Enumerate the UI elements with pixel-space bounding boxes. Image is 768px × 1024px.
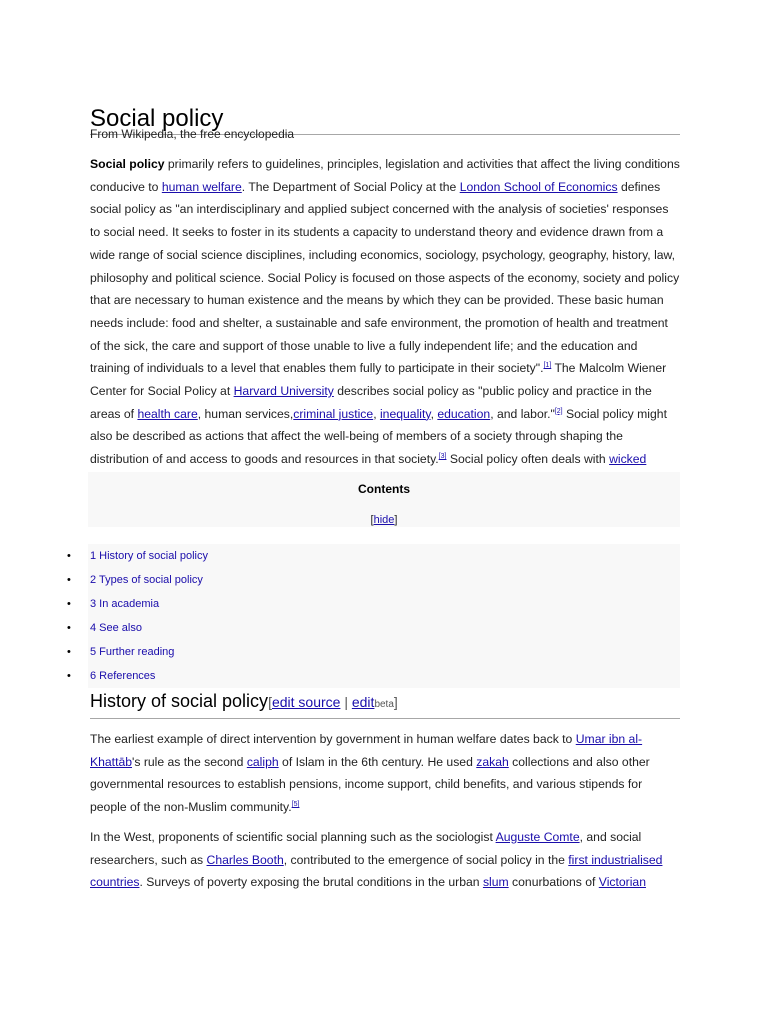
edit-link[interactable]: edit bbox=[351, 694, 375, 710]
history-paragraph-1 bbox=[90, 728, 680, 819]
bullet-icon: • bbox=[67, 574, 71, 586]
link-wicked-problems[interactable]: wicked bbox=[609, 452, 647, 467]
intro-bold-term: Social policy bbox=[90, 157, 165, 171]
toc-item bbox=[67, 664, 680, 688]
toc-item bbox=[67, 568, 680, 592]
toc-toggle bbox=[88, 514, 680, 526]
edit-bracket: [ bbox=[268, 694, 272, 710]
paragraph-text: , contributed to the emergence of social policy in the bbox=[283, 852, 569, 867]
edit-source-link[interactable]: edit source bbox=[271, 694, 341, 710]
toc-link-types[interactable]: 2 Types of social policy bbox=[90, 574, 203, 586]
paragraph-text: , and social researchers, such as bbox=[90, 830, 642, 867]
citation-1[interactable]: [1] bbox=[543, 362, 552, 370]
link-charles-booth[interactable]: Charles Booth bbox=[206, 852, 284, 867]
intro-text: Social policy might also be described as actions that affect the well-being of members of a society through shaping the distribution of and access to goods and resources in that society. bbox=[90, 406, 667, 467]
paragraph-text: 's rule as the second bbox=[132, 754, 247, 769]
toc-link-further-reading[interactable]: 5 Further reading bbox=[90, 646, 175, 658]
intro-text: describes social policy as "public policy and practice in the areas of bbox=[90, 384, 652, 421]
intro-text: , and labor." bbox=[490, 406, 555, 421]
bullet-icon: • bbox=[67, 670, 71, 682]
history-paragraph-2 bbox=[90, 826, 680, 894]
bullet-icon: • bbox=[67, 622, 71, 634]
edit-bracket: ] bbox=[393, 694, 398, 710]
link-harvard-university[interactable]: Harvard University bbox=[233, 384, 334, 399]
toc-item bbox=[67, 640, 680, 664]
toc-header bbox=[88, 472, 680, 527]
edit-separator: | bbox=[340, 694, 352, 710]
toc-link-academia[interactable]: 3 In academia bbox=[90, 598, 160, 610]
paragraph-text: . Surveys of poverty exposing the brutal conditions in the urban bbox=[139, 875, 483, 890]
toc-title: Contents bbox=[358, 482, 410, 496]
link-human-welfare[interactable]: human welfare bbox=[161, 179, 242, 194]
toc-item bbox=[67, 592, 680, 616]
citation-3[interactable]: [3] bbox=[438, 453, 447, 461]
link-caliph[interactable]: caliph bbox=[246, 754, 279, 769]
bullet-icon: • bbox=[67, 598, 71, 610]
link-slum[interactable]: slum bbox=[482, 875, 509, 890]
intro-paragraph bbox=[90, 153, 680, 494]
link-london-school-of-economics[interactable]: London School of Economics bbox=[459, 179, 618, 194]
link-first-industrialised-countries[interactable]: first industrialised countries bbox=[90, 852, 663, 890]
link-inequality[interactable]: inequality bbox=[379, 406, 431, 421]
toc-item bbox=[67, 616, 680, 640]
toc-link-see-also[interactable]: 4 See also bbox=[90, 622, 142, 634]
edit-links bbox=[268, 694, 398, 710]
section-heading-text: History of social policy bbox=[90, 691, 269, 711]
citation-5[interactable]: [5] bbox=[291, 801, 300, 809]
toc-hide-link[interactable]: hide bbox=[373, 514, 395, 526]
intro-text: The Malcolm Wiener Center for Social Policy at bbox=[90, 361, 667, 399]
paragraph-text: collections and also other governmental resources to establish pensions, income support, child benefits, and various stipends for people of the non-Muslim community. bbox=[90, 754, 650, 815]
link-zakah[interactable]: zakah bbox=[476, 754, 509, 769]
toc-link-history[interactable]: 1 History of social policy bbox=[90, 550, 208, 562]
site-tagline: From Wikipedia, the free encyclopedia bbox=[90, 127, 295, 141]
link-umar-ibn-al-khattab[interactable]: Umar ibn al-Khattāb bbox=[90, 732, 643, 769]
bullet-icon: • bbox=[67, 646, 71, 658]
link-victorian[interactable]: Victorian bbox=[598, 875, 646, 890]
intro-text: , bbox=[430, 406, 438, 421]
paragraph-text: In the West, proponents of scientific social planning such as the sociologist bbox=[90, 830, 496, 844]
intro-text: , human services, bbox=[197, 406, 294, 421]
page-title: Social policy bbox=[90, 104, 680, 135]
paragraph-text: The earliest example of direct intervention by government in human welfare dates back to bbox=[90, 732, 576, 746]
intro-text: primarily refers to guidelines, principles, legislation and activities that affect the living conditions conducive to bbox=[90, 157, 680, 194]
intro-text: . The Department of Social Policy at the bbox=[241, 179, 460, 194]
intro-text: , bbox=[373, 406, 380, 421]
intro-text: Social policy often deals with bbox=[446, 452, 610, 467]
paragraph-text: of Islam in the 6th century. He used bbox=[278, 754, 477, 769]
citation-2[interactable]: [2] bbox=[554, 407, 563, 415]
bullet-icon: • bbox=[67, 550, 71, 562]
link-education[interactable]: education bbox=[437, 406, 491, 421]
link-health-care[interactable]: health care bbox=[137, 406, 198, 421]
intro-text: defines social policy as "an interdisciplinary and applied subject concerned with the analysis of societies' responses to social need. It seeks to foster in its students a capacity to understand theory and evidence drawn from a wide range of social science disciplines, including economics, sociology, psychology, geography, history, law, philosophy and political science. Social Policy is focused on those aspects of the economy, society and policy that are necessary to human existence and the means by which they can be provided. These basic human needs include: food and shelter, a sustainable and safe environment, the promotion of health and treatment of the sick, the care and support of those unable to live a fully independent life; and the education and training of individuals to a level that enables them fully to participate in their society". bbox=[90, 179, 680, 376]
link-auguste-comte[interactable]: Auguste Comte bbox=[495, 830, 580, 844]
section-heading-history bbox=[90, 688, 680, 719]
toc-bracket: ] bbox=[394, 514, 398, 526]
toc-link-references[interactable]: 6 References bbox=[90, 670, 156, 682]
beta-label: beta bbox=[374, 699, 394, 710]
paragraph-text: conurbations of bbox=[508, 875, 599, 890]
toc-bracket: [ bbox=[370, 514, 374, 526]
toc-item bbox=[67, 544, 680, 568]
link-criminal-justice[interactable]: criminal justice bbox=[293, 406, 374, 421]
toc-list bbox=[67, 544, 680, 688]
